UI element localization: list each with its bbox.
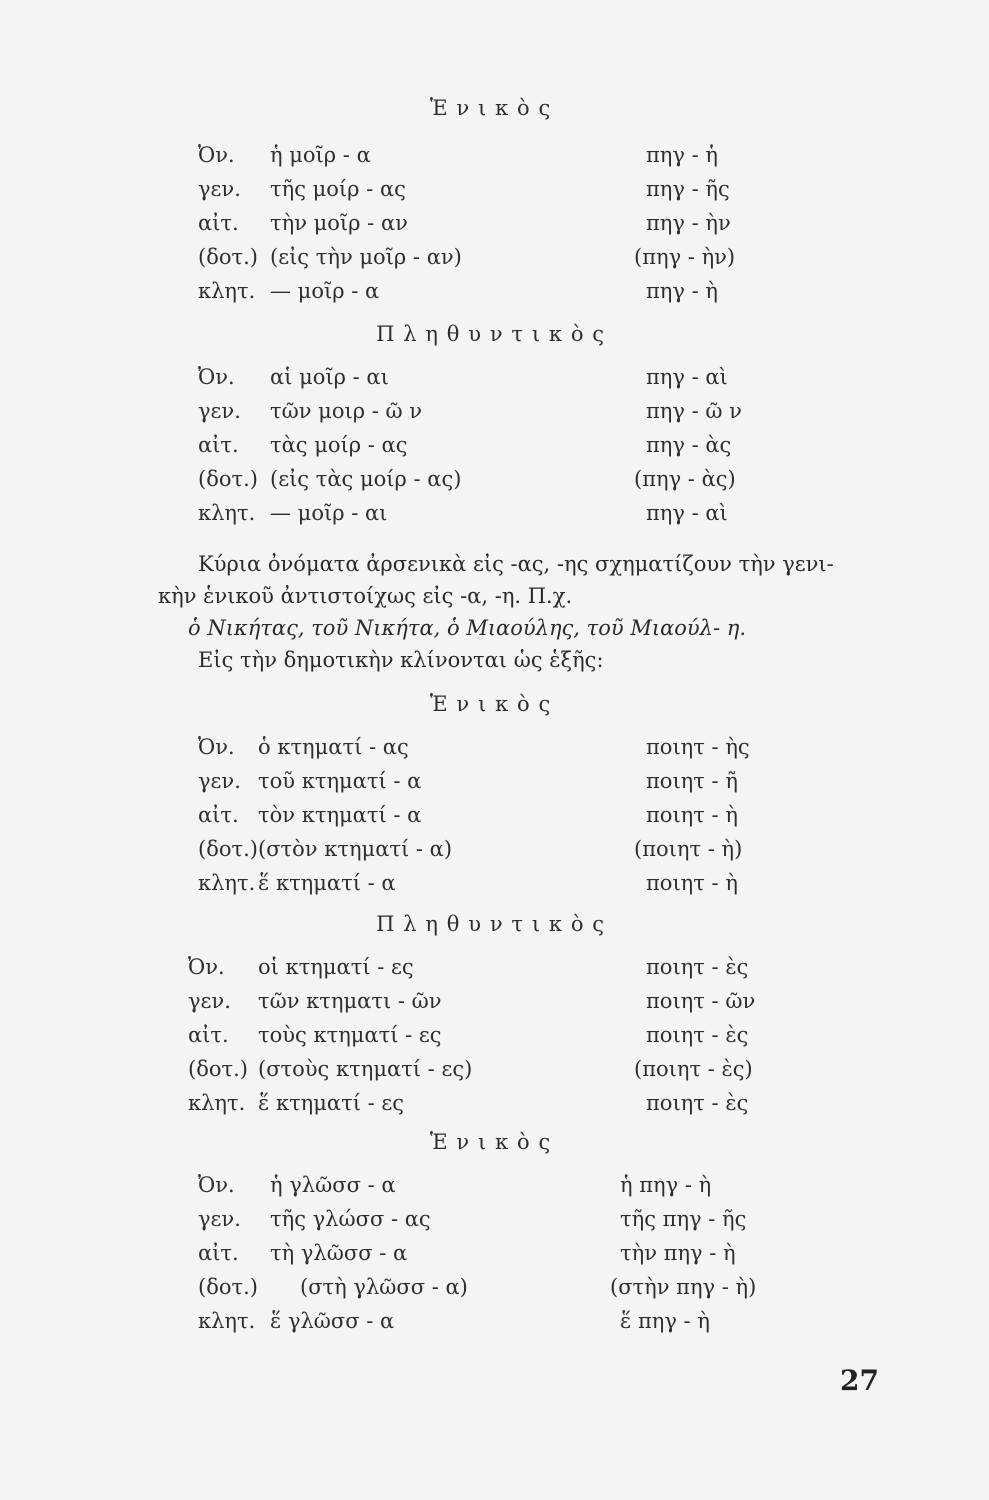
case-label: γεν. bbox=[188, 989, 231, 1013]
right-form: (ποιητ - ὴ) bbox=[634, 837, 743, 861]
table-row bbox=[198, 1168, 798, 1202]
left-form: τὴν μοῖρ - αν bbox=[270, 211, 408, 235]
left-form: αἱ μοῖρ - αι bbox=[270, 365, 389, 389]
table-row bbox=[198, 206, 798, 240]
case-label: κλητ. bbox=[198, 279, 256, 303]
right-form: ποιητ - ὴ bbox=[646, 803, 738, 827]
section-heading-plural: Πληθυντικὸς bbox=[376, 912, 613, 936]
left-form: — μοῖρ - α bbox=[270, 279, 380, 303]
case-label: γεν. bbox=[198, 1207, 241, 1231]
table-row bbox=[188, 1086, 798, 1120]
case-label: αἰτ. bbox=[188, 1023, 229, 1047]
left-form: τὰς μοίρ - ας bbox=[270, 433, 408, 457]
case-label: Ὀν. bbox=[198, 143, 235, 167]
section-heading-singular: Ἑνικὸς bbox=[429, 96, 560, 120]
table-row bbox=[198, 764, 798, 798]
right-form: (ποιητ - ὲς) bbox=[634, 1057, 753, 1081]
left-form: τοῦ κτηματί - α bbox=[258, 769, 422, 793]
table-row bbox=[198, 138, 798, 172]
table-row bbox=[188, 950, 798, 984]
right-form: πηγ - ῆς bbox=[646, 177, 730, 201]
right-form: ποιητ - ῆ bbox=[646, 769, 738, 793]
case-label: Ὀν. bbox=[198, 365, 235, 389]
case-label: αἰτ. bbox=[198, 433, 239, 457]
left-form: οἱ κτηματί - ες bbox=[258, 955, 414, 979]
table-row bbox=[198, 394, 798, 428]
case-label: (δοτ.) bbox=[198, 1275, 258, 1299]
paragraph-line: κὴν ἑνικοῦ ἀντιστοίχως εἰς -α, -η. Π.χ. bbox=[158, 584, 573, 608]
left-form: (εἰς τὴν μοῖρ - αν) bbox=[270, 245, 462, 269]
table-row bbox=[198, 172, 798, 206]
case-label: γεν. bbox=[198, 399, 241, 423]
case-label: Ὀν. bbox=[198, 735, 235, 759]
table-row bbox=[198, 832, 798, 866]
table-row bbox=[198, 798, 798, 832]
right-form: ποιητ - ῶν bbox=[646, 989, 756, 1013]
right-form: ἡ πηγ - ὴ bbox=[620, 1173, 712, 1197]
table-row bbox=[198, 1202, 798, 1236]
table-row bbox=[188, 1018, 798, 1052]
table-row bbox=[198, 1236, 798, 1270]
case-label: (δοτ.) bbox=[188, 1057, 248, 1081]
table-row bbox=[198, 1270, 798, 1304]
case-label: κλητ. bbox=[188, 1091, 246, 1115]
page-number: 27 bbox=[840, 1364, 879, 1397]
case-label: κλητ. bbox=[198, 501, 256, 525]
section-heading-singular: Ἑνικὸς bbox=[429, 692, 560, 716]
table-row bbox=[198, 240, 798, 274]
case-label: (δοτ.) bbox=[198, 837, 258, 861]
case-label: αἰτ. bbox=[198, 803, 239, 827]
paragraph-example-line: ὁ Νικήτας, τοῦ Νικήτα, ὁ Μιαούλης, τοῦ Μιαούλ- η. bbox=[188, 616, 747, 640]
case-label: αἰτ. bbox=[198, 1241, 239, 1265]
right-form: πηγ - αὶ bbox=[646, 501, 728, 525]
case-label: κλητ. bbox=[198, 871, 256, 895]
left-form: ἡ γλῶσσ - α bbox=[270, 1173, 396, 1197]
case-label: Ὀν. bbox=[188, 955, 225, 979]
table-row bbox=[198, 866, 798, 900]
paragraph-line: Εἰς τὴν δημοτικὴν κλίνονται ὡς ἑξῆς: bbox=[198, 648, 604, 672]
right-form: πηγ - ὴ bbox=[646, 279, 718, 303]
right-form: ἕ πηγ - ὴ bbox=[620, 1309, 710, 1333]
right-form: ποιητ - ὲς bbox=[646, 1091, 749, 1115]
left-form: (στὸν κτηματί - α) bbox=[258, 837, 453, 861]
case-label: γεν. bbox=[198, 177, 241, 201]
right-form: ποιητ - ὴ bbox=[646, 871, 738, 895]
case-label: γεν. bbox=[198, 769, 241, 793]
section-heading-singular: Ἑνικὸς bbox=[429, 1130, 560, 1154]
right-form: πηγ - ῶ ν bbox=[646, 399, 742, 423]
left-form: τῆς μοίρ - ας bbox=[270, 177, 406, 201]
right-form: πηγ - ὰς bbox=[646, 433, 732, 457]
left-form: (στοὺς κτηματί - ες) bbox=[258, 1057, 473, 1081]
table-row bbox=[198, 1304, 798, 1338]
right-form: τὴν πηγ - ὴ bbox=[620, 1241, 736, 1265]
left-form: τῶν κτηματι - ῶν bbox=[258, 989, 442, 1013]
table-row bbox=[198, 462, 798, 496]
right-form: ποιητ - ὲς bbox=[646, 955, 749, 979]
left-form: ἕ γλῶσσ - α bbox=[270, 1309, 395, 1333]
right-form: πηγ - αὶ bbox=[646, 365, 728, 389]
right-form: (στὴν πηγ - ὴ) bbox=[610, 1275, 757, 1299]
case-label: Ὀν. bbox=[198, 1173, 235, 1197]
right-form: πηγ - ὴν bbox=[646, 211, 731, 235]
right-form: ποιητ - ὲς bbox=[646, 1023, 749, 1047]
right-form: πηγ - ἡ bbox=[646, 143, 718, 167]
section-heading-plural: Πληθυντικὸς bbox=[376, 322, 613, 346]
left-form: τῆς γλώσσ - ας bbox=[270, 1207, 431, 1231]
left-form: (στὴ γλῶσσ - α) bbox=[300, 1275, 468, 1299]
table-row bbox=[198, 274, 798, 308]
left-form: ἕ κτηματί - ες bbox=[258, 1091, 405, 1115]
left-form: ἕ κτηματί - α bbox=[258, 871, 396, 895]
right-form: τῆς πηγ - ῆς bbox=[620, 1207, 747, 1231]
case-label: (δοτ.) bbox=[198, 245, 258, 269]
paragraph-line: Κύρια ὀνόματα ἀρσενικὰ εἰς -ας, -ης σχηματίζουν τὴν γενι- bbox=[198, 552, 834, 576]
case-label: (δοτ.) bbox=[198, 467, 258, 491]
table-row bbox=[198, 360, 798, 394]
right-form: ποιητ - ὴς bbox=[646, 735, 750, 759]
right-form: (πηγ - ὰς) bbox=[634, 467, 736, 491]
table-row bbox=[198, 428, 798, 462]
left-form: (εἰς τὰς μοίρ - ας) bbox=[270, 467, 462, 491]
case-label: κλητ. bbox=[198, 1309, 256, 1333]
right-form: (πηγ - ὴν) bbox=[634, 245, 736, 269]
table-row bbox=[188, 984, 798, 1018]
left-form: τὴ γλῶσσ - α bbox=[270, 1241, 408, 1265]
left-form: τοὺς κτηματί - ες bbox=[258, 1023, 442, 1047]
table-row bbox=[198, 730, 798, 764]
left-form: ἡ μοῖρ - α bbox=[270, 143, 371, 167]
left-form: τῶν μοιρ - ῶ ν bbox=[270, 399, 423, 423]
table-row bbox=[198, 496, 798, 530]
case-label: αἰτ. bbox=[198, 211, 239, 235]
left-form: ὁ κτηματί - ας bbox=[258, 735, 409, 759]
left-form: — μοῖρ - αι bbox=[270, 501, 388, 525]
left-form: τὸν κτηματί - α bbox=[258, 803, 422, 827]
table-row bbox=[188, 1052, 798, 1086]
